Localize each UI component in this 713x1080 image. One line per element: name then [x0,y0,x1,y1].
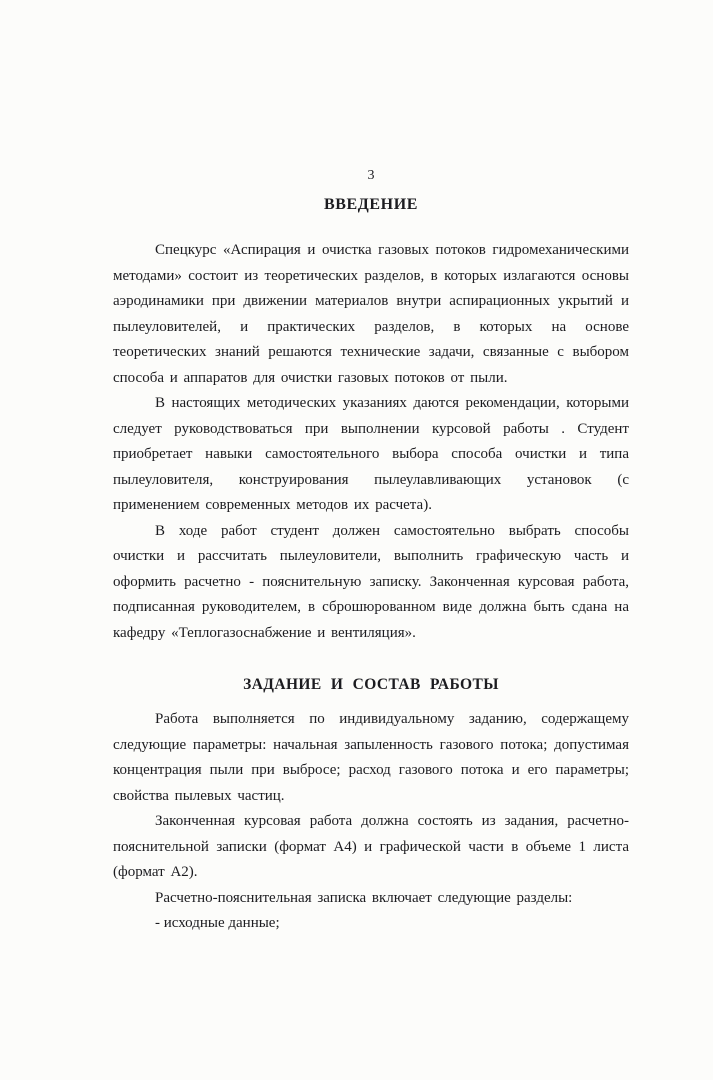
paragraph: Спецкурс «Аспирация и очистка газовых потоков гидромеханическими методами» состоит из теоретических разделов, в которых излагаются основы аэродинамики при движении материалов внутри аспирационных укрытий и пылеуловителей, и практических разделов, в которых на основе теоретических знаний решаются технические задачи, связанные с выбором способа и аппаратов для очистки газовых потоков от пыли. [113,242,629,386]
paragraph: В настоящих методических указаниях даются рекомендации, которыми следует руководствоваться при выполнении курсовой работы . Студент приобретает навыки самостоятельного выбора способа очистки и типа пылеуловителя, конструирования пылеулавливающих установок (с применением современных методов их расчета). [113,395,629,513]
text-block [113,168,629,937]
paragraph: Законченная курсовая работа должна состоять из задания, расчетно-пояснительной записки (формат А4) и графической части в объеме 1 листа (формат А2). [113,813,629,880]
section-title-introduction: ВВЕДЕНИЕ [323,196,419,213]
page-number: 3 [367,168,375,183]
list-item: - исходные данные; [155,915,280,931]
section-title-task-and-composition: ЗАДАНИЕ И СОСТАВ РАБОТЫ [243,676,499,693]
paragraph: В ходе работ студент должен самостоятельно выбрать способы очистки и рассчитать пылеуловители, выполнить графическую часть и оформить расчетно - пояснительную записку. Законченная курсовая работа, подписанная руководителем, в сброшюрованном виде должна быть сдана на кафедру «Теплогазоснабжение и вентиляция». [113,522,629,641]
paragraph: Расчетно-пояснительная записка включает следующие разделы: [155,889,573,906]
paragraph: Работа выполняется по индивидуальному заданию, содержащему следующие параметры: начальная запыленность газового потока; допустимая концентрация пыли при выбросе; расход газового потока и его параметры; свойства пылевых частиц. [113,711,629,804]
